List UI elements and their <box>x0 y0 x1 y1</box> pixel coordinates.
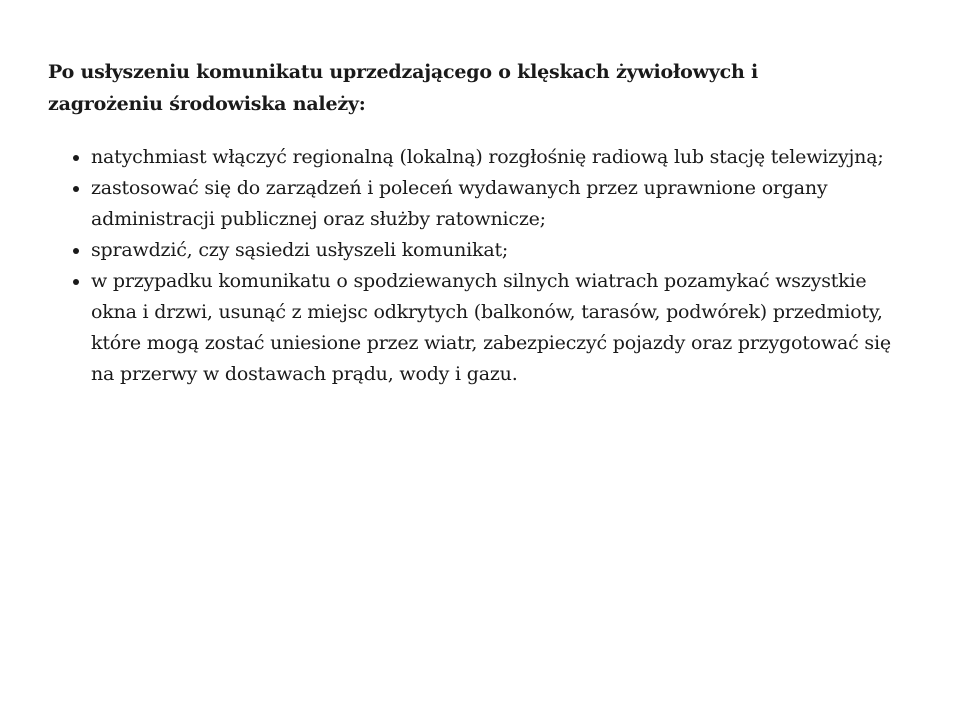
section-heading: Po usłyszeniu komunikatu uprzedzającego o klęskach żywiołowych i zagrożeniu środowiska należy: <box>48 61 759 115</box>
bullet-icon <box>73 155 79 161</box>
bullet-icon <box>73 248 79 254</box>
list-item-text: w przypadku komunikatu o spodziewanych silnych wiatrach pozamykać wszystkie okna i drzwi, usunąć z miejsc odkrytych (balkonów, tarasów, podwórek) przedmioty, które mogą zostać uniesione przez wiatr, zabezpieczyć pojazdy oraz przygotować się na przerwy w dostawach prądu, wody i gazu. <box>91 270 891 385</box>
list-item <box>48 266 911 390</box>
instructions-list <box>48 142 920 390</box>
bullet-icon <box>73 186 79 192</box>
bullet-icon <box>73 279 79 285</box>
list-item <box>48 173 911 235</box>
list-item <box>48 235 911 266</box>
list-item <box>48 142 911 173</box>
list-item-text: natychmiast włączyć regionalną (lokalną) rozgłośnię radiową lub stację telewizyjną; <box>91 146 884 168</box>
list-item-text: sprawdzić, czy sąsiedzi usłyszeli komunikat; <box>91 239 509 261</box>
list-item-text: zastosować się do zarządzeń i poleceń wydawanych przez uprawnione organy administracji publicznej oraz służby ratownicze; <box>91 177 828 230</box>
